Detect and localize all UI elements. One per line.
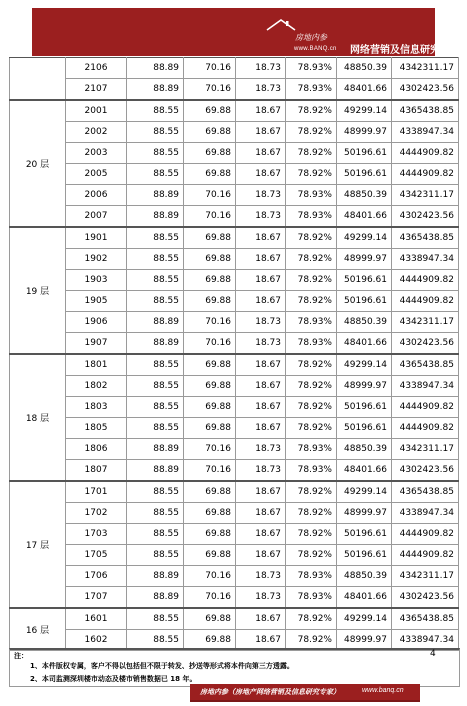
building-area-cell: 88.55 — [127, 100, 184, 122]
unit-price-cell: 50196.61 — [337, 545, 392, 566]
total-price-cell: 4342311.17 — [392, 566, 459, 587]
unit-number-cell: 1702 — [66, 503, 127, 524]
shared-area-cell: 18.73 — [236, 439, 286, 460]
efficiency-rate-cell: 78.93% — [286, 460, 337, 482]
notes-label: 注： — [14, 652, 28, 660]
efficiency-rate-cell: 78.92% — [286, 630, 337, 651]
efficiency-rate-cell: 78.93% — [286, 185, 337, 206]
unit-number-cell: 1901 — [66, 227, 127, 249]
internal-area-cell: 69.88 — [184, 227, 236, 249]
efficiency-rate-cell: 78.93% — [286, 312, 337, 333]
shared-area-cell: 18.67 — [236, 100, 286, 122]
table-row — [10, 291, 459, 312]
shared-area-cell: 18.67 — [236, 418, 286, 439]
efficiency-rate-cell: 78.92% — [286, 503, 337, 524]
unit-number-cell: 1601 — [66, 608, 127, 630]
shared-area-cell: 18.67 — [236, 227, 286, 249]
shared-area-cell: 18.73 — [236, 566, 286, 587]
unit-price-cell: 48401.66 — [337, 206, 392, 228]
internal-area-cell: 69.88 — [184, 354, 236, 376]
floor-label: 18 层 — [10, 354, 66, 481]
unit-price-cell: 48850.39 — [337, 566, 392, 587]
total-price-cell: 4342311.17 — [392, 185, 459, 206]
footer-divider — [190, 700, 420, 702]
table-row — [10, 376, 459, 397]
header-logo-text: 房地内参 — [295, 33, 327, 42]
total-price-cell: 4342311.17 — [392, 58, 459, 79]
efficiency-rate-cell: 78.92% — [286, 481, 337, 503]
header-url[interactable]: www.BANQ.cn — [294, 46, 337, 52]
shared-area-cell: 18.73 — [236, 79, 286, 101]
unit-number-cell: 2106 — [66, 58, 127, 79]
unit-number-cell: 1902 — [66, 249, 127, 270]
unit-number-cell: 1801 — [66, 354, 127, 376]
table-row — [10, 545, 459, 566]
unit-price-cell: 49299.14 — [337, 481, 392, 503]
total-price-cell: 4302423.56 — [392, 460, 459, 482]
unit-price-cell: 48850.39 — [337, 185, 392, 206]
unit-number-cell: 1703 — [66, 524, 127, 545]
unit-price-cell: 49299.14 — [337, 100, 392, 122]
unit-number-cell: 2107 — [66, 79, 127, 101]
efficiency-rate-cell: 78.92% — [286, 524, 337, 545]
table-row — [10, 503, 459, 524]
unit-number-cell: 1905 — [66, 291, 127, 312]
total-price-cell: 4444909.82 — [392, 291, 459, 312]
shared-area-cell: 18.67 — [236, 524, 286, 545]
building-area-cell: 88.89 — [127, 439, 184, 460]
building-area-cell: 88.89 — [127, 79, 184, 101]
header-title: 网络营销及信息研究专家 — [350, 45, 460, 56]
internal-area-cell: 69.88 — [184, 143, 236, 164]
notes-box — [9, 648, 460, 687]
table-row — [10, 460, 459, 482]
building-area-cell: 88.89 — [127, 333, 184, 355]
unit-price-cell: 49299.14 — [337, 354, 392, 376]
total-price-cell: 4444909.82 — [392, 397, 459, 418]
total-price-cell: 4302423.56 — [392, 333, 459, 355]
table-row — [10, 227, 459, 249]
table-row — [10, 439, 459, 460]
unit-number-cell: 1803 — [66, 397, 127, 418]
shared-area-cell: 18.73 — [236, 58, 286, 79]
table-row — [10, 164, 459, 185]
building-area-cell: 88.55 — [127, 630, 184, 651]
shared-area-cell: 18.73 — [236, 185, 286, 206]
unit-number-cell: 2007 — [66, 206, 127, 228]
shared-area-cell: 18.73 — [236, 206, 286, 228]
house-logo-icon — [266, 18, 296, 36]
unit-number-cell: 2002 — [66, 122, 127, 143]
unit-price-cell: 48999.97 — [337, 503, 392, 524]
total-price-cell: 4342311.17 — [392, 439, 459, 460]
building-area-cell: 88.89 — [127, 206, 184, 228]
shared-area-cell: 18.67 — [236, 354, 286, 376]
shared-area-cell: 18.73 — [236, 460, 286, 482]
shared-area-cell: 18.67 — [236, 397, 286, 418]
internal-area-cell: 70.16 — [184, 587, 236, 609]
efficiency-rate-cell: 78.92% — [286, 545, 337, 566]
total-price-cell: 4444909.82 — [392, 524, 459, 545]
floor-label — [10, 58, 66, 101]
internal-area-cell: 69.88 — [184, 397, 236, 418]
shared-area-cell: 18.67 — [236, 481, 286, 503]
internal-area-cell: 70.16 — [184, 333, 236, 355]
internal-area-cell: 69.88 — [184, 164, 236, 185]
efficiency-rate-cell: 78.92% — [286, 397, 337, 418]
unit-price-cell: 48999.97 — [337, 122, 392, 143]
table-row — [10, 587, 459, 609]
efficiency-rate-cell: 78.93% — [286, 439, 337, 460]
total-price-cell: 4338947.34 — [392, 249, 459, 270]
efficiency-rate-cell: 78.93% — [286, 333, 337, 355]
table-row — [10, 397, 459, 418]
total-price-cell: 4338947.34 — [392, 630, 459, 651]
building-area-cell: 88.89 — [127, 566, 184, 587]
unit-number-cell: 1807 — [66, 460, 127, 482]
efficiency-rate-cell: 78.92% — [286, 164, 337, 185]
table-row — [10, 185, 459, 206]
unit-price-cell: 48999.97 — [337, 249, 392, 270]
building-area-cell: 88.55 — [127, 122, 184, 143]
total-price-cell: 4444909.82 — [392, 143, 459, 164]
table-body — [10, 58, 459, 651]
building-area-cell: 88.89 — [127, 460, 184, 482]
unit-price-cell: 48401.66 — [337, 460, 392, 482]
unit-number-cell: 1602 — [66, 630, 127, 651]
building-area-cell: 88.55 — [127, 608, 184, 630]
footer-url[interactable]: www.banq.cn — [362, 687, 404, 694]
unit-price-cell: 49299.14 — [337, 227, 392, 249]
table-row — [10, 524, 459, 545]
efficiency-rate-cell: 78.92% — [286, 270, 337, 291]
internal-area-cell: 69.88 — [184, 481, 236, 503]
internal-area-cell: 70.16 — [184, 460, 236, 482]
total-price-cell: 4444909.82 — [392, 418, 459, 439]
efficiency-rate-cell: 78.93% — [286, 566, 337, 587]
shared-area-cell: 18.67 — [236, 630, 286, 651]
building-area-cell: 88.55 — [127, 418, 184, 439]
unit-number-cell: 2003 — [66, 143, 127, 164]
internal-area-cell: 70.16 — [184, 58, 236, 79]
building-area-cell: 88.55 — [127, 249, 184, 270]
unit-price-cell: 48999.97 — [337, 376, 392, 397]
total-price-cell: 4365438.85 — [392, 227, 459, 249]
unit-number-cell: 1903 — [66, 270, 127, 291]
unit-price-cell: 50196.61 — [337, 164, 392, 185]
building-area-cell: 88.55 — [127, 524, 184, 545]
internal-area-cell: 69.88 — [184, 249, 236, 270]
table-row — [10, 143, 459, 164]
efficiency-rate-cell: 78.93% — [286, 587, 337, 609]
unit-number-cell: 1707 — [66, 587, 127, 609]
total-price-cell: 4444909.82 — [392, 270, 459, 291]
internal-area-cell: 70.16 — [184, 185, 236, 206]
unit-price-cell: 50196.61 — [337, 270, 392, 291]
shared-area-cell: 18.73 — [236, 333, 286, 355]
unit-number-cell: 2005 — [66, 164, 127, 185]
unit-price-cell: 50196.61 — [337, 143, 392, 164]
unit-price-cell: 48401.66 — [337, 333, 392, 355]
internal-area-cell: 70.16 — [184, 312, 236, 333]
building-area-cell: 88.55 — [127, 545, 184, 566]
efficiency-rate-cell: 78.92% — [286, 227, 337, 249]
internal-area-cell: 69.88 — [184, 418, 236, 439]
unit-number-cell: 1806 — [66, 439, 127, 460]
floor-label: 16 层 — [10, 608, 66, 651]
internal-area-cell: 69.88 — [184, 608, 236, 630]
shared-area-cell: 18.73 — [236, 587, 286, 609]
unit-number-cell: 2001 — [66, 100, 127, 122]
internal-area-cell: 69.88 — [184, 291, 236, 312]
building-area-cell: 88.55 — [127, 481, 184, 503]
total-price-cell: 4444909.82 — [392, 545, 459, 566]
total-price-cell: 4338947.34 — [392, 376, 459, 397]
note-item-2: 2、本司监测深圳楼市动态及楼市销售数据已 18 年。 — [30, 675, 197, 683]
unit-price-cell: 50196.61 — [337, 291, 392, 312]
shared-area-cell: 18.73 — [236, 312, 286, 333]
shared-area-cell: 18.67 — [236, 503, 286, 524]
header-banner — [32, 8, 460, 56]
total-price-cell: 4302423.56 — [392, 206, 459, 228]
unit-price-cell: 48999.97 — [337, 630, 392, 651]
building-area-cell: 88.55 — [127, 270, 184, 291]
internal-area-cell: 69.88 — [184, 524, 236, 545]
internal-area-cell: 69.88 — [184, 122, 236, 143]
total-price-cell: 4338947.34 — [392, 122, 459, 143]
unit-price-cell: 50196.61 — [337, 524, 392, 545]
unit-price-cell: 49299.14 — [337, 608, 392, 630]
total-price-cell: 4342311.17 — [392, 312, 459, 333]
table-row — [10, 608, 459, 630]
internal-area-cell: 69.88 — [184, 100, 236, 122]
efficiency-rate-cell: 78.92% — [286, 418, 337, 439]
total-price-cell: 4365438.85 — [392, 481, 459, 503]
unit-number-cell: 1701 — [66, 481, 127, 503]
shared-area-cell: 18.67 — [236, 291, 286, 312]
table-row — [10, 566, 459, 587]
total-price-cell: 4338947.34 — [392, 503, 459, 524]
table-row — [10, 206, 459, 228]
unit-price-cell: 48850.39 — [337, 439, 392, 460]
table-row — [10, 58, 459, 79]
shared-area-cell: 18.67 — [236, 270, 286, 291]
unit-number-cell: 1906 — [66, 312, 127, 333]
footer-bar — [190, 684, 420, 700]
internal-area-cell: 69.88 — [184, 503, 236, 524]
unit-price-cell: 48850.39 — [337, 58, 392, 79]
unit-number-cell: 1802 — [66, 376, 127, 397]
unit-price-cell: 50196.61 — [337, 397, 392, 418]
unit-number-cell: 1705 — [66, 545, 127, 566]
shared-area-cell: 18.67 — [236, 545, 286, 566]
building-area-cell: 88.89 — [127, 185, 184, 206]
sales-table — [9, 57, 459, 651]
unit-price-cell: 50196.61 — [337, 418, 392, 439]
table-row — [10, 100, 459, 122]
internal-area-cell: 70.16 — [184, 566, 236, 587]
efficiency-rate-cell: 78.92% — [286, 291, 337, 312]
efficiency-rate-cell: 78.92% — [286, 122, 337, 143]
table-row — [10, 79, 459, 101]
building-area-cell: 88.89 — [127, 587, 184, 609]
table-row — [10, 312, 459, 333]
efficiency-rate-cell: 78.92% — [286, 100, 337, 122]
floor-label: 19 层 — [10, 227, 66, 354]
note-item-1: 1、本件版权专属，客户不得以包括但不限于转发、抄送等形式将本件向第三方透露。 — [30, 662, 294, 670]
internal-area-cell: 69.88 — [184, 270, 236, 291]
shared-area-cell: 18.67 — [236, 249, 286, 270]
total-price-cell: 4444909.82 — [392, 164, 459, 185]
total-price-cell: 4302423.56 — [392, 79, 459, 101]
table-row — [10, 418, 459, 439]
unit-number-cell: 1805 — [66, 418, 127, 439]
unit-price-cell: 48401.66 — [337, 587, 392, 609]
unit-number-cell: 1706 — [66, 566, 127, 587]
building-area-cell: 88.55 — [127, 397, 184, 418]
efficiency-rate-cell: 78.93% — [286, 206, 337, 228]
building-area-cell: 88.55 — [127, 291, 184, 312]
floor-label: 17 层 — [10, 481, 66, 608]
page-number: 4 — [430, 649, 436, 659]
building-area-cell: 88.55 — [127, 143, 184, 164]
unit-price-cell: 48850.39 — [337, 312, 392, 333]
shared-area-cell: 18.67 — [236, 164, 286, 185]
efficiency-rate-cell: 78.93% — [286, 79, 337, 101]
internal-area-cell: 69.88 — [184, 545, 236, 566]
efficiency-rate-cell: 78.92% — [286, 376, 337, 397]
shared-area-cell: 18.67 — [236, 608, 286, 630]
table-row — [10, 122, 459, 143]
efficiency-rate-cell: 78.92% — [286, 143, 337, 164]
unit-number-cell: 1907 — [66, 333, 127, 355]
table-row — [10, 354, 459, 376]
building-area-cell: 88.55 — [127, 164, 184, 185]
total-price-cell: 4302423.56 — [392, 587, 459, 609]
total-price-cell: 4365438.85 — [392, 608, 459, 630]
building-area-cell: 88.55 — [127, 503, 184, 524]
internal-area-cell: 70.16 — [184, 206, 236, 228]
efficiency-rate-cell: 78.92% — [286, 608, 337, 630]
floor-label: 20 层 — [10, 100, 66, 227]
unit-price-cell: 48401.66 — [337, 79, 392, 101]
building-area-cell: 88.89 — [127, 58, 184, 79]
total-price-cell: 4365438.85 — [392, 354, 459, 376]
shared-area-cell: 18.67 — [236, 143, 286, 164]
shared-area-cell: 18.67 — [236, 376, 286, 397]
total-price-cell: 4365438.85 — [392, 100, 459, 122]
table-row — [10, 249, 459, 270]
footer-text: 房地内参（房地产网络营销及信息研究专家） — [200, 687, 340, 696]
table-row — [10, 333, 459, 355]
unit-number-cell: 2006 — [66, 185, 127, 206]
internal-area-cell: 69.88 — [184, 376, 236, 397]
efficiency-rate-cell: 78.92% — [286, 249, 337, 270]
efficiency-rate-cell: 78.93% — [286, 58, 337, 79]
shared-area-cell: 18.67 — [236, 122, 286, 143]
internal-area-cell: 70.16 — [184, 79, 236, 101]
efficiency-rate-cell: 78.92% — [286, 354, 337, 376]
building-area-cell: 88.55 — [127, 376, 184, 397]
building-area-cell: 88.89 — [127, 312, 184, 333]
building-area-cell: 88.55 — [127, 354, 184, 376]
internal-area-cell: 70.16 — [184, 439, 236, 460]
table-row — [10, 270, 459, 291]
internal-area-cell: 69.88 — [184, 630, 236, 651]
building-area-cell: 88.55 — [127, 227, 184, 249]
table-row — [10, 481, 459, 503]
